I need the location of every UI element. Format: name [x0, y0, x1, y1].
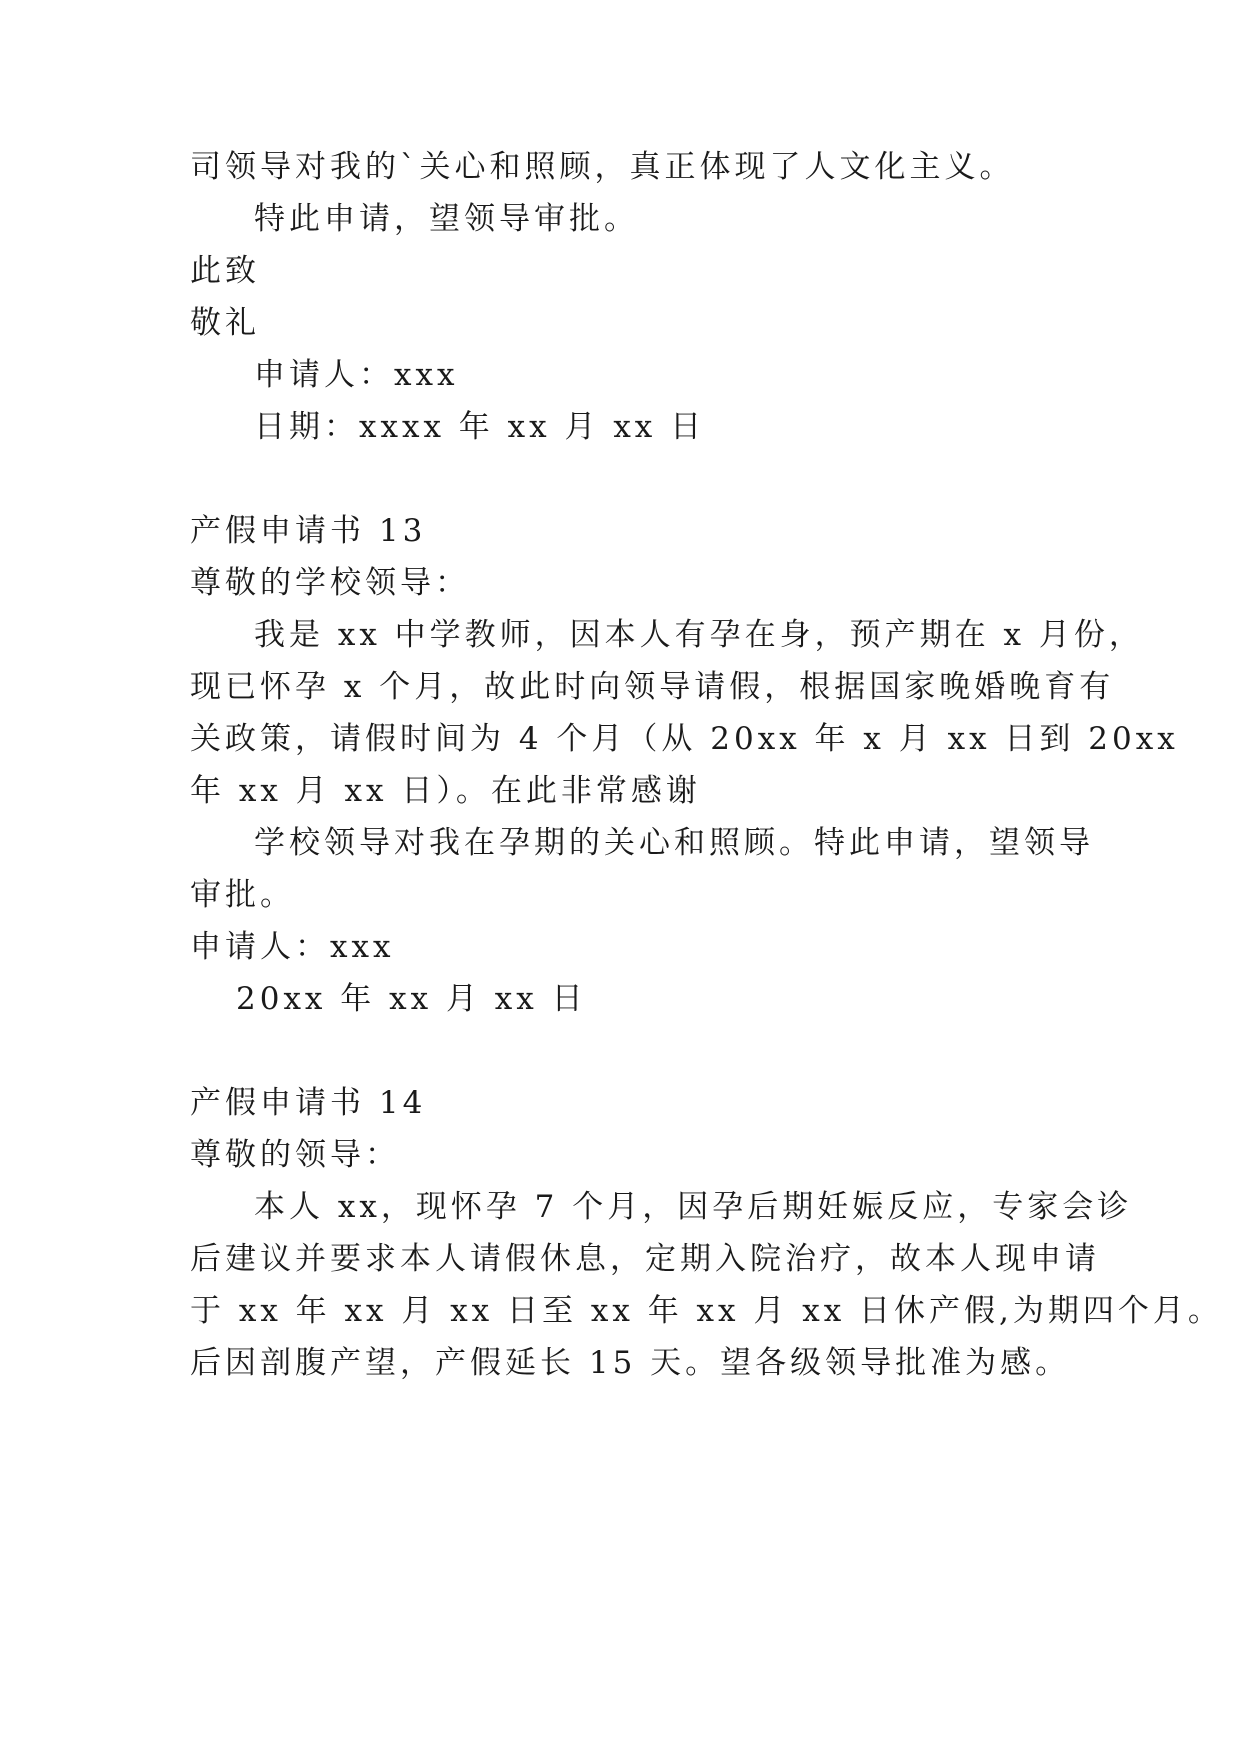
- section-title: 产假申请书 13: [190, 513, 427, 549]
- closing-line: 敬礼: [190, 305, 260, 341]
- paragraph-line: 关政策，请假时间为 4 个月（从 20xx 年 x 月 xx 日到 20xx: [190, 721, 1179, 757]
- paragraph-line: 现已怀孕 x 个月，故此时向领导请假，根据国家晚婚晚育有: [190, 669, 1115, 705]
- paragraph-line: 后因剖腹产望，产假延长 15 天。望各级领导批准为感。: [190, 1345, 1071, 1381]
- closing-line: 此致: [190, 253, 260, 289]
- paragraph-line: 年 xx 月 xx 日）。在此非常感谢: [190, 773, 701, 809]
- section-title: 产假申请书 14: [190, 1085, 427, 1121]
- paragraph-line: 我是 xx 中学教师，因本人有孕在身，预产期在 x 月份，: [254, 617, 1144, 653]
- date-line: 20xx 年 xx 月 xx 日: [236, 981, 587, 1017]
- salutation: 尊敬的领导：: [190, 1137, 400, 1173]
- applicant-line: 申请人：xxx: [190, 929, 395, 965]
- paragraph-line: 本人 xx，现怀孕 7 个月，因孕后期妊娠反应，专家会诊: [254, 1189, 1133, 1225]
- salutation: 尊敬的学校领导：: [190, 565, 470, 601]
- paragraph-line: 学校领导对我在孕期的关心和照顾。特此申请，望领导: [254, 825, 1094, 861]
- paragraph-line: 后建议并要求本人请假休息，定期入院治疗，故本人现申请: [190, 1241, 1100, 1277]
- paragraph-line: 司领导对我的`关心和照顾，真正体现了人文化主义。: [190, 149, 1015, 185]
- date-line: 日期：xxxx 年 xx 月 xx 日: [254, 409, 706, 445]
- paragraph-line: 于 xx 年 xx 月 xx 日至 xx 年 xx 月 xx 日休产假,为期四个月。: [190, 1293, 1223, 1329]
- applicant-line: 申请人：xxx: [254, 357, 459, 393]
- request-line: 特此申请，望领导审批。: [254, 201, 639, 237]
- paragraph-line: 审批。: [190, 877, 295, 913]
